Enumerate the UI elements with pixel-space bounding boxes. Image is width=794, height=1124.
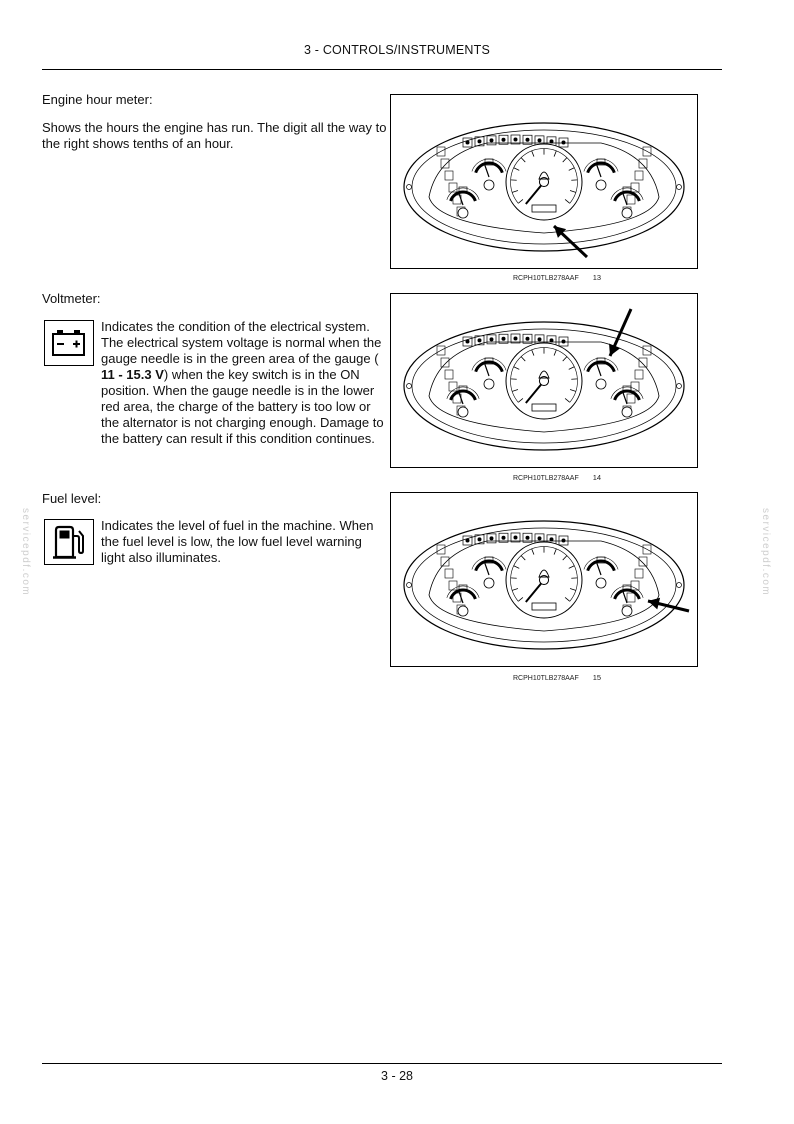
page-number: 3 - 28 <box>381 1069 413 1083</box>
engine-hour-heading: Engine hour meter: <box>42 92 153 107</box>
figure-14-number: 14 <box>592 473 602 482</box>
figure-14 <box>390 293 698 468</box>
voltmeter-text <box>101 319 386 447</box>
watermark-right: servicepdf.com <box>760 508 771 597</box>
voltmeter-text-before: Indicates the condition of the electrical system. The electrical system voltage is normal when the gauge needle is in the green area of the gauge ( <box>101 319 382 366</box>
figure-15-caption <box>513 673 601 682</box>
fuel-pump-icon <box>44 519 94 565</box>
voltmeter-text-after: ) when the key switch is in the ON position. When the gauge needle is in the lower red area, the charge of the battery is too low or the alternator is not charging enough. Damage to the battery can result if this condition continues. <box>101 367 384 446</box>
figure-15 <box>390 492 698 667</box>
watermark-left: servicepdf.com <box>20 508 31 597</box>
figure-15-number: 15 <box>592 673 602 682</box>
voltage-range: 11 - 15.3 V <box>101 367 164 382</box>
battery-icon <box>44 320 94 366</box>
footer-rule <box>42 1063 722 1064</box>
figure-13-caption <box>513 273 601 282</box>
figure-13-code: RCPH10TLB278AAF <box>513 275 579 282</box>
fuel-level-heading: Fuel level: <box>42 491 102 506</box>
figure-15-code: RCPH10TLB278AAF <box>513 675 579 682</box>
figure-14-code: RCPH10TLB278AAF <box>513 475 579 482</box>
figure-13-number: 13 <box>592 273 602 282</box>
page-header: 3 - CONTROLS/INSTRUMENTS <box>303 43 491 57</box>
header-rule <box>42 69 722 70</box>
voltmeter-heading: Voltmeter: <box>42 291 101 306</box>
figure-14-caption <box>513 473 601 482</box>
fuel-level-text: Indicates the level of fuel in the machine. When the fuel level is low, the low fuel level warning light also illuminates. <box>101 518 374 565</box>
figure-13 <box>390 94 698 269</box>
engine-hour-text: Shows the hours the engine has run. The digit all the way to the right shows tenths of an hour. <box>42 120 387 151</box>
